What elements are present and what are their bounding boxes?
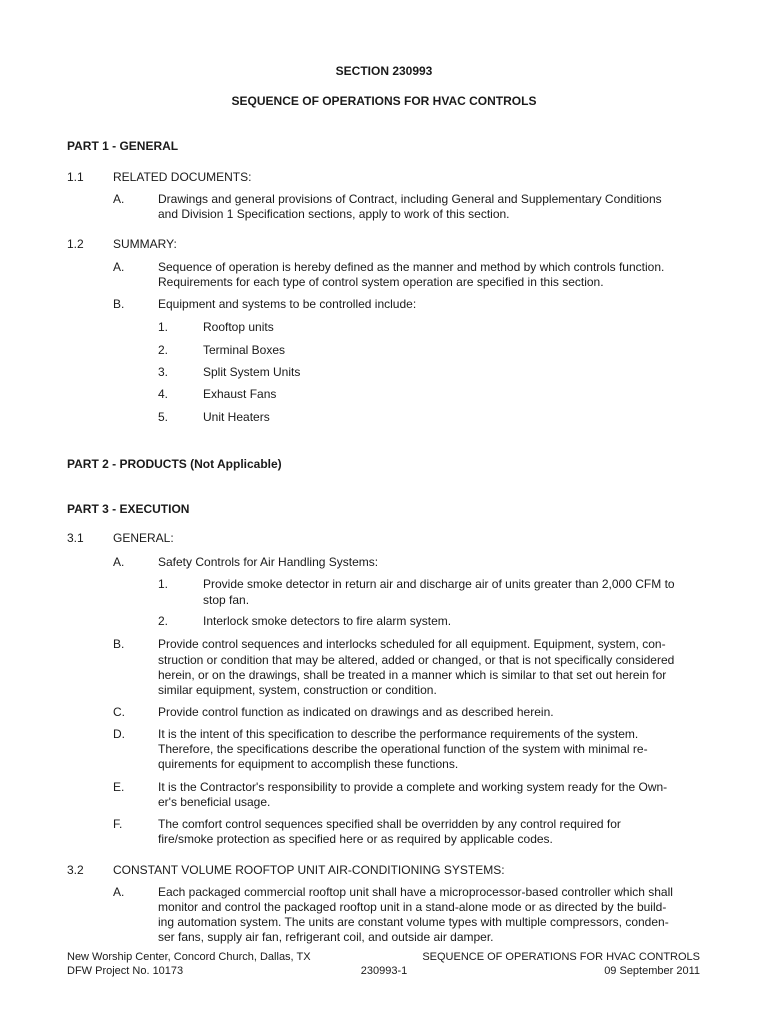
article-title: GENERAL:: [113, 531, 174, 545]
part2-heading: PART 2 - PRODUCTS (Not Applicable): [67, 457, 282, 471]
list-item-number: 2.: [158, 614, 169, 628]
paragraph-letter: A.: [113, 885, 125, 899]
article-number: 1.1: [67, 170, 84, 184]
list-item-number: 1.: [158, 577, 169, 591]
footer-page-number: 230993-1: [360, 965, 408, 977]
paragraph-line: Each packaged commercial rooftop unit shall have a microprocessor-based controller which shall: [158, 885, 673, 899]
list-item-number: 5.: [158, 410, 169, 424]
article-number: 3.2: [67, 863, 84, 877]
paragraph-line: ser fans, supply air fan, refrigerant coil, and outside air damper.: [158, 930, 494, 944]
paragraph-line: monitor and control the packaged rooftop unit in a stand-alone mode or as directed by the build-: [158, 900, 667, 914]
paragraph-letter: B.: [113, 637, 125, 651]
paragraph-line: Safety Controls for Air Handling Systems:: [158, 555, 379, 569]
article-title: RELATED DOCUMENTS:: [113, 170, 252, 184]
list-item-number: 2.: [158, 343, 169, 357]
part1-heading: PART 1 - GENERAL: [67, 139, 179, 153]
paragraph-line: Provide control sequences and interlocks scheduled for all equipment. Equipment, system, con-: [158, 637, 666, 651]
paragraph-letter: A.: [113, 192, 125, 206]
paragraph-letter: A.: [113, 260, 125, 274]
part3-heading: PART 3 - EXECUTION: [67, 502, 190, 516]
article-title: CONSTANT VOLUME ROOFTOP UNIT AIR-CONDITIONING SYSTEMS:: [113, 863, 505, 877]
paragraph-line: It is the Contractor's responsibility to provide a complete and working system ready for the Own-: [158, 780, 668, 794]
paragraph-line: ing automation system. The units are constant volume types with multiple compressors, conden-: [158, 915, 669, 929]
paragraph-line: struction or condition that may be altered, added or changed, or that is not specifically considered: [158, 653, 675, 667]
paragraph-line: similar equipment, system, construction or condition.: [158, 683, 437, 697]
document-title: SEQUENCE OF OPERATIONS FOR HVAC CONTROLS: [231, 94, 537, 108]
list-item: stop fan.: [203, 593, 250, 607]
footer-project-number: DFW Project No. 10173: [67, 965, 184, 977]
paragraph-line: It is the intent of this specification to describe the performance requirements of the system.: [158, 727, 639, 741]
paragraph-line: Requirements for each type of control system operation are specified in this section.: [158, 275, 604, 289]
list-item-number: 1.: [158, 320, 169, 334]
list-item: Provide smoke detector in return air and discharge air of units greater than 2,000 CFM to: [203, 577, 675, 591]
list-item: Interlock smoke detectors to fire alarm system.: [203, 614, 452, 628]
paragraph-line: quirements for equipment to accomplish these functions.: [158, 757, 459, 771]
paragraph-letter: C.: [113, 705, 125, 719]
paragraph-letter: F.: [113, 817, 123, 831]
footer-section-title: SEQUENCE OF OPERATIONS FOR HVAC CONTROLS: [422, 951, 700, 963]
list-item: Terminal Boxes: [203, 343, 286, 357]
list-item: Unit Heaters: [203, 410, 270, 424]
list-item: Exhaust Fans: [203, 387, 277, 401]
paragraph-line: and Division 1 Specification sections, apply to work of this section.: [158, 207, 510, 221]
article-title: SUMMARY:: [113, 237, 177, 251]
footer-date: 09 September 2011: [604, 965, 700, 977]
list-item: Rooftop units: [203, 320, 274, 334]
paragraph-line: Provide control function as indicated on drawings and as described herein.: [158, 705, 554, 719]
list-item: Split System Units: [203, 365, 301, 379]
footer-project-name: New Worship Center, Concord Church, Dallas, TX: [67, 951, 311, 963]
paragraph-line: fire/smoke protection as specified here or as required by applicable codes.: [158, 832, 553, 846]
paragraph-line: Sequence of operation is hereby defined as the manner and method by which controls function.: [158, 260, 665, 274]
paragraph-line: er's beneficial usage.: [158, 795, 271, 809]
list-item-number: 3.: [158, 365, 169, 379]
article-number: 3.1: [67, 531, 84, 545]
paragraph-line: herein, or on the drawings, shall be treated in a manner which is similar to that set out herein for: [158, 668, 667, 682]
article-number: 1.2: [67, 237, 84, 251]
paragraph-letter: A.: [113, 555, 125, 569]
list-item-number: 4.: [158, 387, 169, 401]
paragraph-line: Therefore, the specifications describe the operational function of the system with minimal re-: [158, 742, 648, 756]
paragraph-letter: B.: [113, 297, 125, 311]
paragraph-line: Drawings and general provisions of Contract, including General and Supplementary Conditions: [158, 192, 662, 206]
paragraph-line: The comfort control sequences specified shall be overridden by any control required for: [158, 817, 621, 831]
paragraph-line: Equipment and systems to be controlled include:: [158, 297, 417, 311]
section-number: SECTION 230993: [335, 64, 433, 78]
paragraph-letter: D.: [113, 727, 125, 741]
paragraph-letter: E.: [113, 780, 125, 794]
